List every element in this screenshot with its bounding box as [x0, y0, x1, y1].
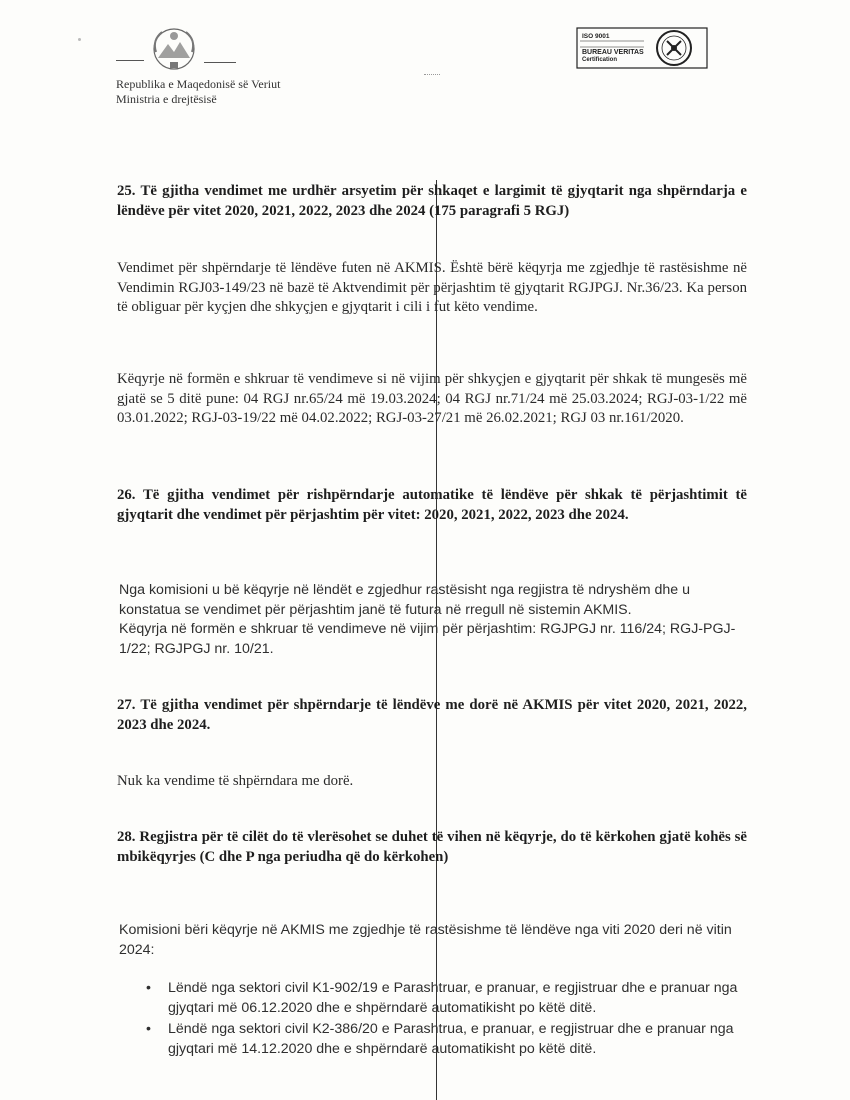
header-ministry: Ministria e drejtësisë [116, 92, 217, 106]
scan-speck [78, 38, 81, 41]
list-item: • Lëndë nga sektori civil K2-386/20 e Parashtrua, e pranuar, e regjistruar dhe e pranuar nga gjyqtari më 14.12.2020 dhe e shpërndarë automatikisht po këtë ditë. [144, 1020, 750, 1059]
cert-iso: ISO 9001 [582, 33, 610, 40]
section-28-heading: 28. Regjistra për të cilët do të vlerësohet se duhet të vihen në këqyrje, do të kërkohen gjatë kohës së mbikëqyrjes (C dhe P nga periudha që do kërkohen) [117, 829, 747, 865]
emblem-underline-right [204, 62, 236, 63]
section-26-heading: 26. Të gjitha vendimet për rishpërndarje automatike të lëndëve për shkak të përjashtimit të gjyqtarit dhe vendimet për përjashtim për vitet: 2020, 2021, 2022, 2023 dhe 2024. [117, 487, 747, 523]
section-27-heading: 27. Të gjitha vendimet për shpërndarje të lëndëve me dorë në AKMIS për vitet 2020, 2021, 2022, 2023 dhe 2024. [117, 697, 747, 733]
section-26-paragraph-2: Këqyrja në formën e shkruar të vendimeve në vijim për përjashtim: RGJPGJ nr. 116/24; RGJ-PGJ-1/22; RGJPGJ nr. 10/21. [119, 621, 736, 657]
section-25-paragraph-2: Këqyrje në formën e shkruar të vendimeve si në vijim për shkyçjen e gjyqtarit për shkak të mungesës më gjatë se 5 ditë pune: 04 RGJ nr.65/24 më 19.03.2024; 04 RGJ nr.71/24 më 25.03.2024; RGJ-03-1/22 më 03.01.2022; RGJ-03-19/22 më 04.02.2022; RGJ-03-27/21 më 26.02.2021; RGJ 03 nr.161/2020. [117, 371, 747, 426]
section-25-heading: 25. Të gjitha vendimet me urdhër arsyetim për shkaqet e largimit të gjyqtarit nga shpërndarja e lëndëve për vitet 2020, 2021, 2022, 2023 dhe 2024 (175 paragrafi 5 RGJ) [117, 183, 747, 219]
state-emblem-icon [148, 22, 200, 74]
section-28-bullet-list [144, 979, 750, 1061]
list-item: • Lëndë nga sektori civil K1-902/19 e Parashtruar, e pranuar, e regjistruar dhe e pranuar nga gjyqtari më 06.12.2020 dhe e shpërndarë automatikisht po këtë ditë. [144, 979, 750, 1018]
cert-label: Certification [582, 57, 618, 63]
section-28-paragraph-1: Komisioni bëri këqyrje në AKMIS me zgjedhje të rastësishme të lëndëve nga viti 2020 deri në vitin 2024: [119, 922, 732, 958]
header-country: Republika e Maqedonisë së Veriut [116, 77, 281, 91]
section-27-paragraph-1: Nuk ka vendime të shpërndara me dorë. [117, 773, 354, 789]
section-25-paragraph-1: Vendimet për shpërndarje të lëndëve futen në AKMIS. Është bërë këqyrja me zgjedhje të rastësishme në Vendimin RGJ03-149/23 në bazë të Aktvendimit për përjashtim të gjyqtarit RGJPGJ. Nr.36/23. Ka person të obliguar për kyçjen dhe shkyçjen e gjyqtarit i cili i fut këto vendime. [117, 260, 747, 315]
section-26-paragraph-1: Nga komisioni u bë këqyrje në lëndët e zgjedhur rastësisht nga regjistra të ndryshëm dhe u konstatua se vendimet për përjashtim janë të futura në rregull në sistemin AKMIS. [119, 582, 690, 618]
certification-stamp [576, 27, 708, 69]
emblem-underline-left [116, 60, 144, 61]
cert-brand: BUREAU VERITAS [582, 49, 644, 56]
scan-artifact [424, 74, 440, 75]
